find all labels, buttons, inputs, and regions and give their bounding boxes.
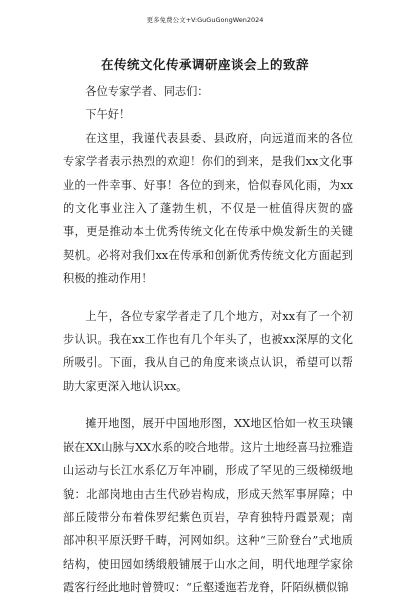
greeting: 下午好！ [85, 108, 131, 122]
paragraph-geography: 摊开地图，展开中国地形图，XX地区恰如一枚玉玦镶嵌在XX山脉与XX水系的咬合地带。这片土地经喜马拉雅造山运动与长江水系亿万年冲刷，形成了罕见的三级梯级地貌：北部岗地由古生代砂岩构成，形成天然军事屏障；中部丘陵带分布着侏罗纪紫色页岩，孕育独特丹霞景观；南部冲积平原沃野千畴，河网如织。这种“三阶登台”式地质结构，使田园如绣缎般铺展于山水之间，明代地理学家徐霞客行经此地时曾赞叹：“丘壑逶迤若龙脊，阡陌纵横似锦 [63, 417, 353, 595]
document-title: 在传统文化传承调研座谈会上的致辞 [100, 57, 309, 72]
header-note: 更多免费公文+V:GuGuGongWen2024 [146, 16, 264, 24]
paragraph-welcome: 在这里，我谨代表县委、县政府，向远道而来的各位专家学者表示热烈的欢迎！你们的到来，是我们xx文化事业的一件幸事、好事！各位的到来，恰似春风化雨，为xx的文化事业注入了蓬勃生机，不仅是一桩值得庆贺的盛事，更是推动本土优秀传统文化在传承中焕发新生的关键契机。必将对我们xx在传承和创新优秀传统文化方面起到积极的推动作用！ [63, 131, 353, 286]
document-body [63, 80, 353, 614]
salutation: 各位专家学者、同志们： [85, 85, 209, 98]
paragraph-morning-visit: 上午，各位专家学者走了几个地方，对xx有了一个初步认识。我在xx工作也有几个年头了，也被xx深厚的文化所吸引。下面，我从自己的角度来谈点认识，希望可以帮助大家更深入地认识xx。 [63, 309, 353, 393]
